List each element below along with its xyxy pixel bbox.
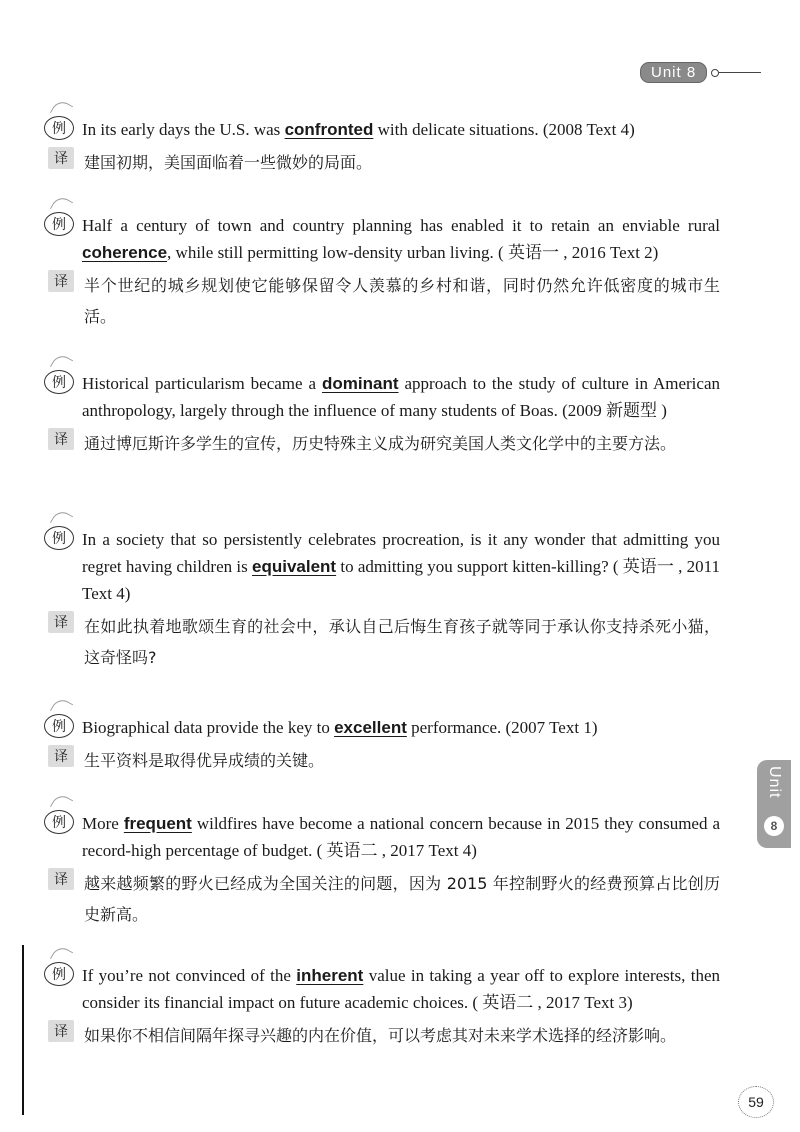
keyword: dominant [322, 374, 399, 393]
example-entry [48, 962, 720, 1051]
translation-icon: 译 [48, 1020, 74, 1042]
keyword: equivalent [252, 557, 337, 576]
translation-text: 越来越频繁的野火已经成为全国关注的问题，因为 2015 年控制野火的经费预算占比创历史新高。 [84, 874, 720, 924]
example-sentence: If you’re not convinced of the inherent value in taking a year off to explore interests, then consider its financial impact on future academic choices. ( 英语二 , 2017 Text 3) [82, 966, 721, 1012]
header-line-decoration [711, 69, 761, 77]
keyword: confronted [284, 120, 374, 139]
example-entry [48, 526, 720, 673]
translation-icon: 译 [48, 611, 74, 633]
translation-icon: 译 [48, 428, 74, 450]
example-entry [48, 116, 720, 178]
translation-text: 半个世纪的城乡规划使它能够保留令人羡慕的乡村和谐，同时仍然允许低密度的城市生活。 [84, 276, 720, 326]
example-icon: 例 [44, 962, 74, 986]
translation-icon: 译 [48, 745, 74, 767]
example-sentence: In a society that so persistently celebrates procreation, is it any wonder that admitting you regret having children is equivalent to admitting you support kitten-killing? ( 英语一 , 2011 Text 4) [82, 530, 720, 603]
translation-text: 在如此执着地歌颂生育的社会中，承认自己后悔生育孩子就等同于承认你支持杀死小猫，这奇怪吗? [84, 617, 720, 667]
example-icon: 例 [44, 526, 74, 550]
unit-label: Unit 8 [640, 62, 707, 83]
side-tab-label: Unit [766, 766, 783, 799]
example-entry [48, 810, 720, 930]
example-sentence: Historical particularism became a dominant approach to the study of culture in American anthropology, largely through the influence of many students of Boas. (2009 新题型 ) [82, 374, 721, 420]
example-icon: 例 [44, 116, 74, 140]
translation-text: 建国初期，美国面临着一些微妙的局面。 [84, 153, 373, 172]
translation-text: 如果你不相信间隔年探寻兴趣的内在价值，可以考虑其对未来学术选择的经济影响。 [84, 1026, 677, 1045]
example-icon: 例 [44, 810, 74, 834]
left-margin-rule [22, 945, 24, 1115]
keyword: coherence [82, 243, 168, 262]
example-sentence: Half a century of town and country planning has enabled it to retain an enviable rural coherence, while still permitting low-density urban living. ( 英语一 , 2016 Text 2) [82, 216, 720, 262]
example-sentence: In its early days the U.S. was confronted with delicate situations. (2008 Text 4) [82, 120, 635, 139]
example-icon: 例 [44, 370, 74, 394]
example-sentence: Biographical data provide the key to excellent performance. (2007 Text 1) [82, 718, 598, 737]
example-sentence: More frequent wildfires have become a national concern because in 2015 they consumed a record-high percentage of budget. ( 英语二 , 2017 Text 4) [82, 814, 721, 860]
side-unit-tab [757, 760, 791, 848]
translation-icon: 译 [48, 147, 74, 169]
keyword: inherent [296, 966, 364, 985]
example-icon: 例 [44, 714, 74, 738]
page-number: 59 [738, 1086, 774, 1118]
unit-header [640, 62, 761, 83]
translation-icon: 译 [48, 868, 74, 890]
translation-icon: 译 [48, 270, 74, 292]
example-entry [48, 212, 720, 332]
keyword: frequent [123, 814, 192, 833]
example-entry [48, 714, 720, 776]
side-tab-number: 8 [764, 816, 784, 836]
example-entry [48, 370, 720, 459]
keyword: excellent [334, 718, 407, 737]
translation-text: 通过博厄斯许多学生的宣传，历史特殊主义成为研究美国人类文化学中的主要方法。 [84, 434, 677, 453]
translation-text: 生平资料是取得优异成绩的关键。 [84, 751, 325, 770]
example-icon: 例 [44, 212, 74, 236]
